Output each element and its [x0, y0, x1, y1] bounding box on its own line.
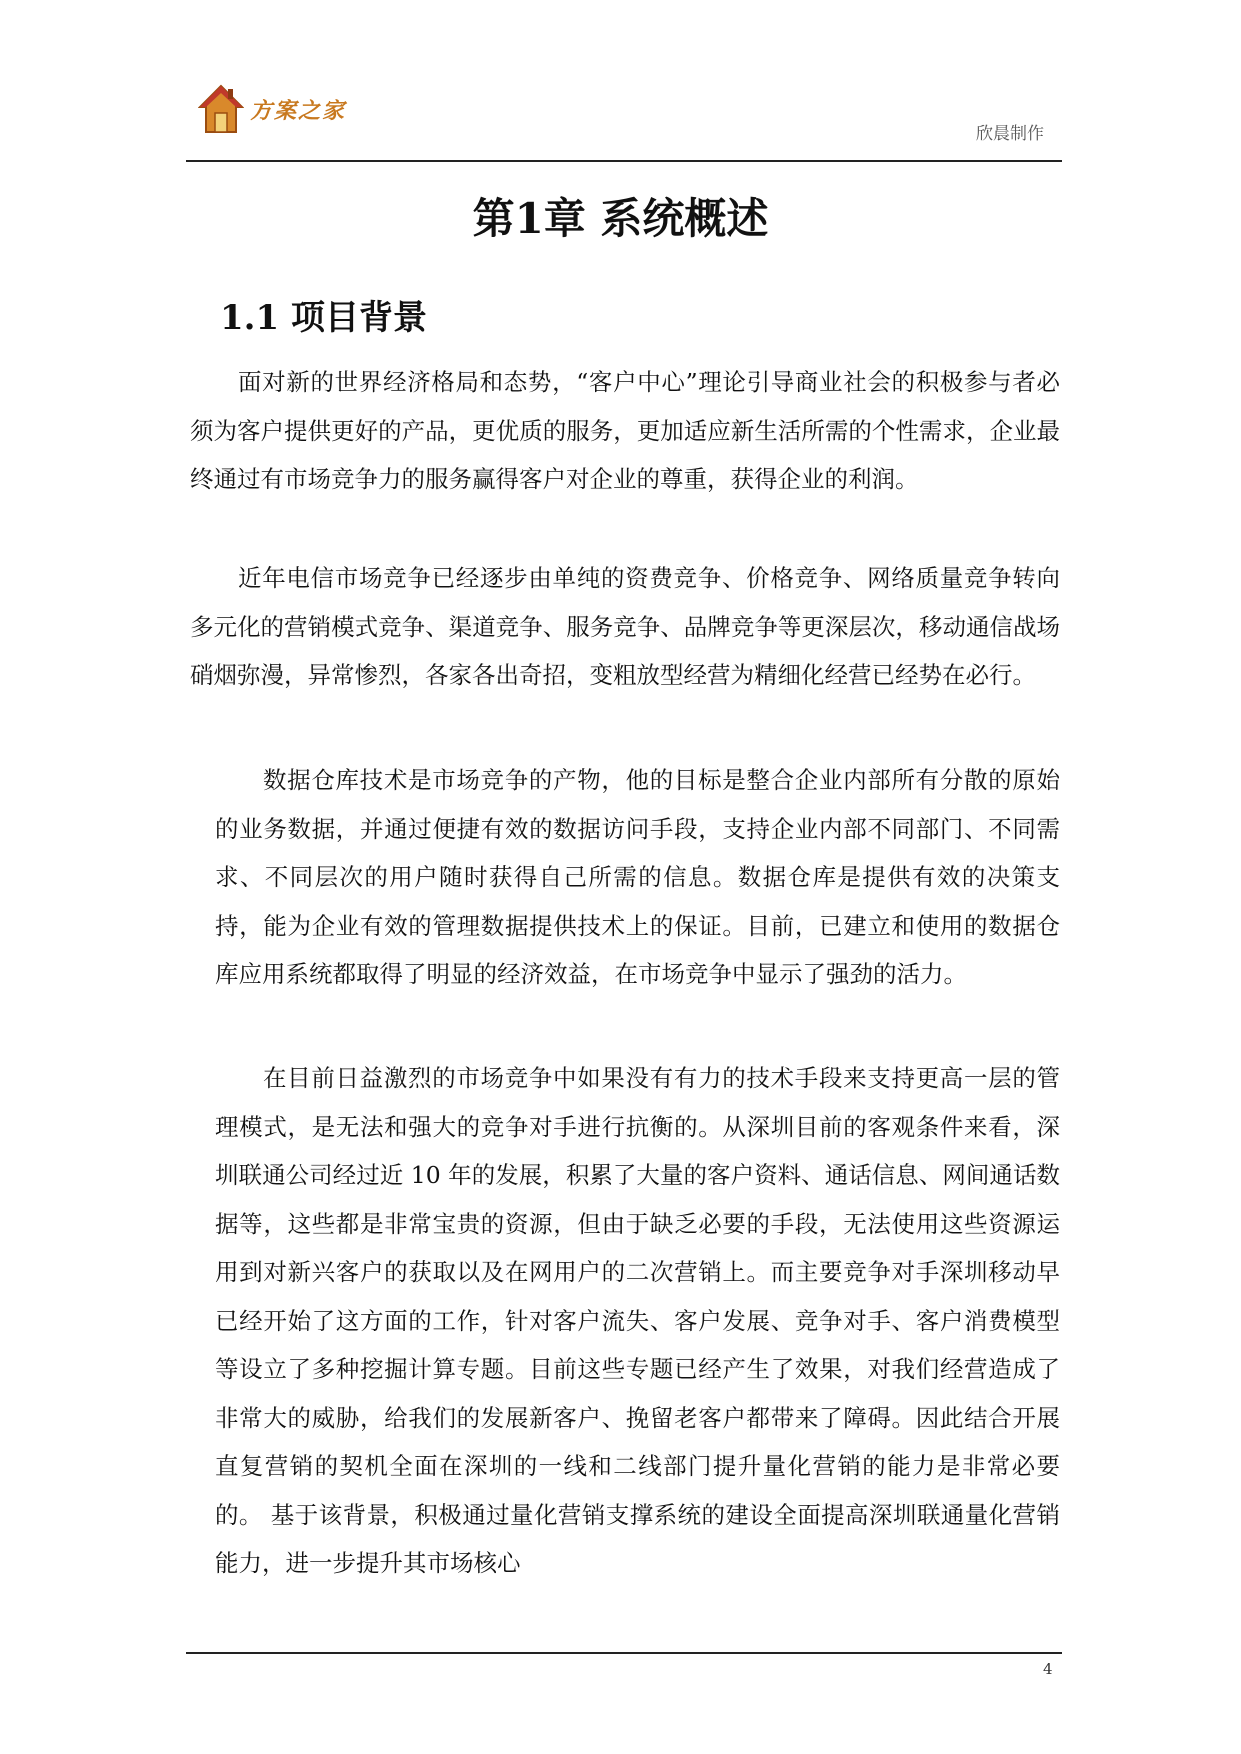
page-header: [186, 72, 1062, 162]
section-title: 1.1 项目背景: [220, 298, 427, 338]
paragraph: 在目前日益激烈的市场竞争中如果没有有力的技术手段来支持更高一层的管理模式，是无法和强大的竞争对手进行抗衡的。从深圳目前的客观条件来看，深圳联通公司经过近 10 年的发展，积累了大量的客户资料、通话信息、网间通话数据等，这些都是非常宝贵的资源，但由于缺乏必要的手段，无法使用这些资源运用到对新兴客户的获取以及在网用户的二次营销上。而主要竞争对手深圳移动早已经开始了这方面的工作，针对客户流失、客户发展、竞争对手、客户消费模型等设立了多种挖掘计算专题。目前这些专题已经产生了效果，对我们经营造成了非常大的威胁，给我们的发展新客户、挽留老客户都带来了障碍。因此结合开展直复营销的契机全面在深圳的一线和二线部门提升量化营销的能力是非常必要的。 基于该背景，积极通过量化营销支撑系统的建设全面提高深圳联通量化营销能力，进一步提升其市场核心: [215, 1064, 1060, 1577]
paragraph: 近年电信市场竞争已经逐步由单纯的资费竞争、价格竞争、网络质量竞争转向多元化的营销模式竞争、渠道竞争、服务竞争、品牌竞争等更深层次，移动通信战场硝烟弥漫，异常惨烈，各家各出奇招，变粗放型经营为精细化经营已经势在必行。: [190, 564, 1060, 689]
logo: [198, 78, 346, 140]
page-number: 4: [1043, 1660, 1053, 1678]
footer-divider: [186, 1652, 1062, 1654]
paragraph: 面对新的世界经济格局和态势，“客户中心”理论引导商业社会的积极参与者必须为客户提供更好的产品，更优质的服务，更加适应新生活所需的个性需求，企业最终通过有市场竞争力的服务赢得客户对企业的尊重，获得企业的利润。: [190, 368, 1060, 493]
paragraph: 数据仓库技术是市场竞争的产物，他的目标是整合企业内部所有分散的原始的业务数据，并通过便捷有效的数据访问手段，支持企业内部不同部门、不同需求、不同层次的用户随时获得自己所需的信息。数据仓库是提供有效的决策支持，能为企业有效的管理数据提供技术上的保证。目前，已建立和使用的数据仓库应用系统都取得了明显的经济效益，在市场竞争中显示了强劲的活力。: [215, 766, 1060, 988]
author-label: 欣晨制作: [976, 124, 1044, 144]
chapter-title: 第1章 系统概述: [472, 194, 769, 243]
house-icon: [198, 83, 244, 135]
logo-text: 方案之家: [250, 97, 347, 124]
